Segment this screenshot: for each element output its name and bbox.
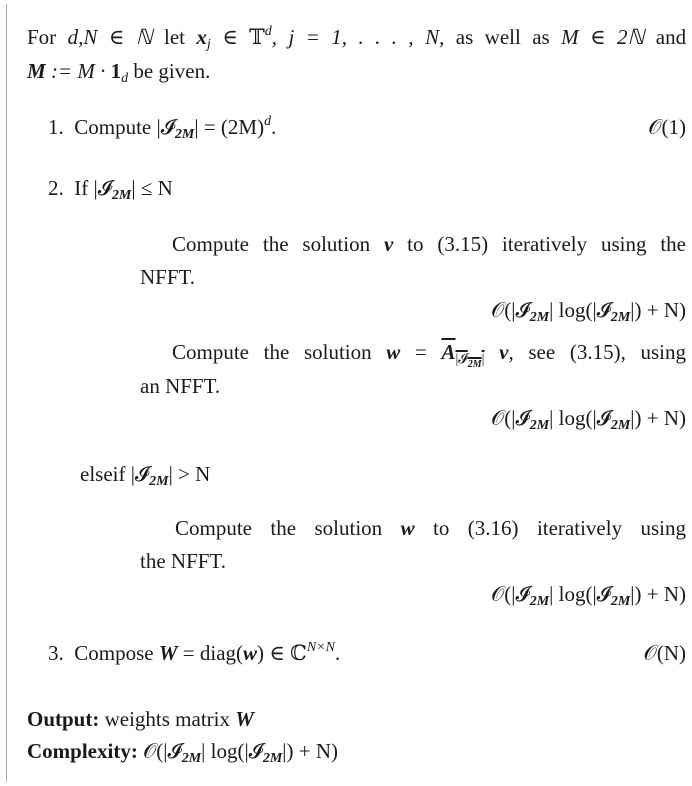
- math-var: w: [400, 516, 415, 540]
- action-text: , see (3.15), using: [508, 340, 686, 364]
- math-sub: 2M: [610, 310, 631, 325]
- math-var: v: [499, 340, 509, 364]
- action-1-cost: [491, 297, 686, 323]
- math-var: A: [441, 340, 456, 364]
- cost-part: |) + N): [282, 739, 338, 763]
- cost-part: | log(|𝓘: [549, 582, 611, 606]
- complexity-label: Complexity:: [27, 739, 138, 763]
- step-text: Compute |𝓘: [74, 115, 175, 139]
- step-text: = diag(: [177, 641, 244, 665]
- intro-math: d,N ∈ ℕ: [67, 25, 153, 49]
- action-text: Compute the solution: [175, 516, 383, 540]
- math-sub-part: |𝓘: [455, 352, 468, 367]
- intro-line-2: [27, 58, 210, 84]
- output-text: weights matrix: [99, 707, 236, 731]
- math-sub: 2M: [181, 751, 202, 766]
- step-3: [48, 640, 340, 666]
- step-text: If |𝓘: [74, 176, 112, 200]
- step-number: 2.: [48, 176, 64, 200]
- math-sup: N×N: [306, 640, 335, 655]
- step-text: | ≤ N: [131, 176, 173, 200]
- math-part: =: [400, 340, 442, 364]
- intro-text: For: [27, 25, 57, 49]
- math-sub-sub: 2M: [467, 359, 482, 370]
- step-text: | = (2M): [194, 115, 265, 139]
- cost-part: |) + N): [630, 582, 686, 606]
- math-sub: j: [206, 37, 211, 52]
- math-sub: 2M: [149, 474, 169, 489]
- step-text: elseif |𝓘: [80, 462, 150, 486]
- complexity-line: [27, 738, 338, 764]
- math-sup: d: [264, 24, 272, 39]
- cost-part: 𝒪(|𝓘: [491, 582, 530, 606]
- step-number: 3.: [48, 641, 64, 665]
- action-2-line-1: [172, 339, 686, 370]
- cost-part: | log(|𝓘: [549, 406, 611, 430]
- step-text: .: [271, 115, 277, 139]
- math-sub: 2M: [174, 127, 195, 142]
- math-part: := M ·: [45, 59, 111, 83]
- step-2-elseif: [80, 461, 210, 487]
- intro-text: let: [163, 25, 185, 49]
- action-tail: [499, 340, 686, 364]
- math-sub: 2M: [262, 751, 283, 766]
- action-1-line-1: [172, 231, 686, 257]
- intro-text: as well as: [455, 25, 550, 49]
- step-text: | > N: [168, 462, 211, 486]
- step-text: .: [334, 641, 341, 665]
- intro-math: M ∈ 2ℕ: [561, 25, 645, 49]
- else-action-line-1: [175, 515, 686, 541]
- action-2-line-2: an NFFT.: [140, 374, 221, 398]
- cost-part: 𝒪(|𝓘: [491, 298, 530, 322]
- action-1-line-2: NFFT.: [140, 265, 196, 289]
- math-part: , j = 1, . . . , N,: [271, 25, 445, 49]
- math-part: ∈ 𝕋: [210, 25, 265, 49]
- step-1-cost: 𝒪(1): [648, 115, 686, 139]
- left-border-line: [6, 4, 7, 782]
- math-var: M: [27, 59, 46, 83]
- cost-part: |) + N): [630, 406, 686, 430]
- action-text: Compute the solution: [172, 340, 372, 364]
- math-sub: 2M: [529, 310, 550, 325]
- step-1: [48, 114, 276, 140]
- intro-math: [196, 24, 445, 52]
- output-label: Output:: [27, 707, 100, 731]
- math-var: 1: [110, 59, 122, 83]
- math-sub: [455, 352, 485, 370]
- action-2-cost: [491, 405, 686, 431]
- math-var: w: [243, 641, 258, 665]
- math-sub: 2M: [529, 418, 550, 433]
- else-action-line-2: the NFFT.: [140, 549, 226, 573]
- cost-part: 𝒪(|𝓘: [491, 406, 530, 430]
- step-text: ) ∈ ℂ: [257, 641, 307, 665]
- action-text: to (3.16) iteratively using: [433, 516, 686, 540]
- cost-part: 𝒪(|𝓘: [137, 739, 182, 763]
- cost-part: | log(|𝓘: [549, 298, 611, 322]
- math-sub-part: |: [481, 352, 485, 367]
- math-sub: 2M: [610, 418, 631, 433]
- math-sub: d: [121, 71, 129, 86]
- step-number: 1.: [48, 115, 64, 139]
- math-sub: 2M: [529, 594, 550, 609]
- intro-line-1: [27, 24, 686, 50]
- output-line: [27, 706, 254, 732]
- cost-part: |) + N): [630, 298, 686, 322]
- step-2-if: [48, 175, 173, 201]
- action-text: Compute the solution: [172, 232, 371, 256]
- step-text: Compose: [74, 641, 159, 665]
- intro-text: and: [655, 25, 687, 49]
- math-var: v: [383, 232, 394, 256]
- math-sub: 2M: [610, 594, 631, 609]
- action-text: to (3.15) iteratively using the: [407, 232, 687, 256]
- conj-operator: [441, 340, 485, 370]
- math-sup: d: [264, 114, 272, 129]
- cost-part: | log(|𝓘: [201, 739, 263, 763]
- math-var: x: [196, 25, 207, 49]
- math-sub: 2M: [111, 188, 132, 203]
- intro-text: be given.: [128, 59, 211, 83]
- math-var: W: [158, 641, 178, 665]
- math-var: W: [235, 707, 254, 731]
- math-var: w: [386, 340, 401, 364]
- step-3-cost: 𝒪(N): [643, 641, 686, 665]
- action-math: [386, 340, 485, 370]
- else-action-cost: [491, 581, 686, 607]
